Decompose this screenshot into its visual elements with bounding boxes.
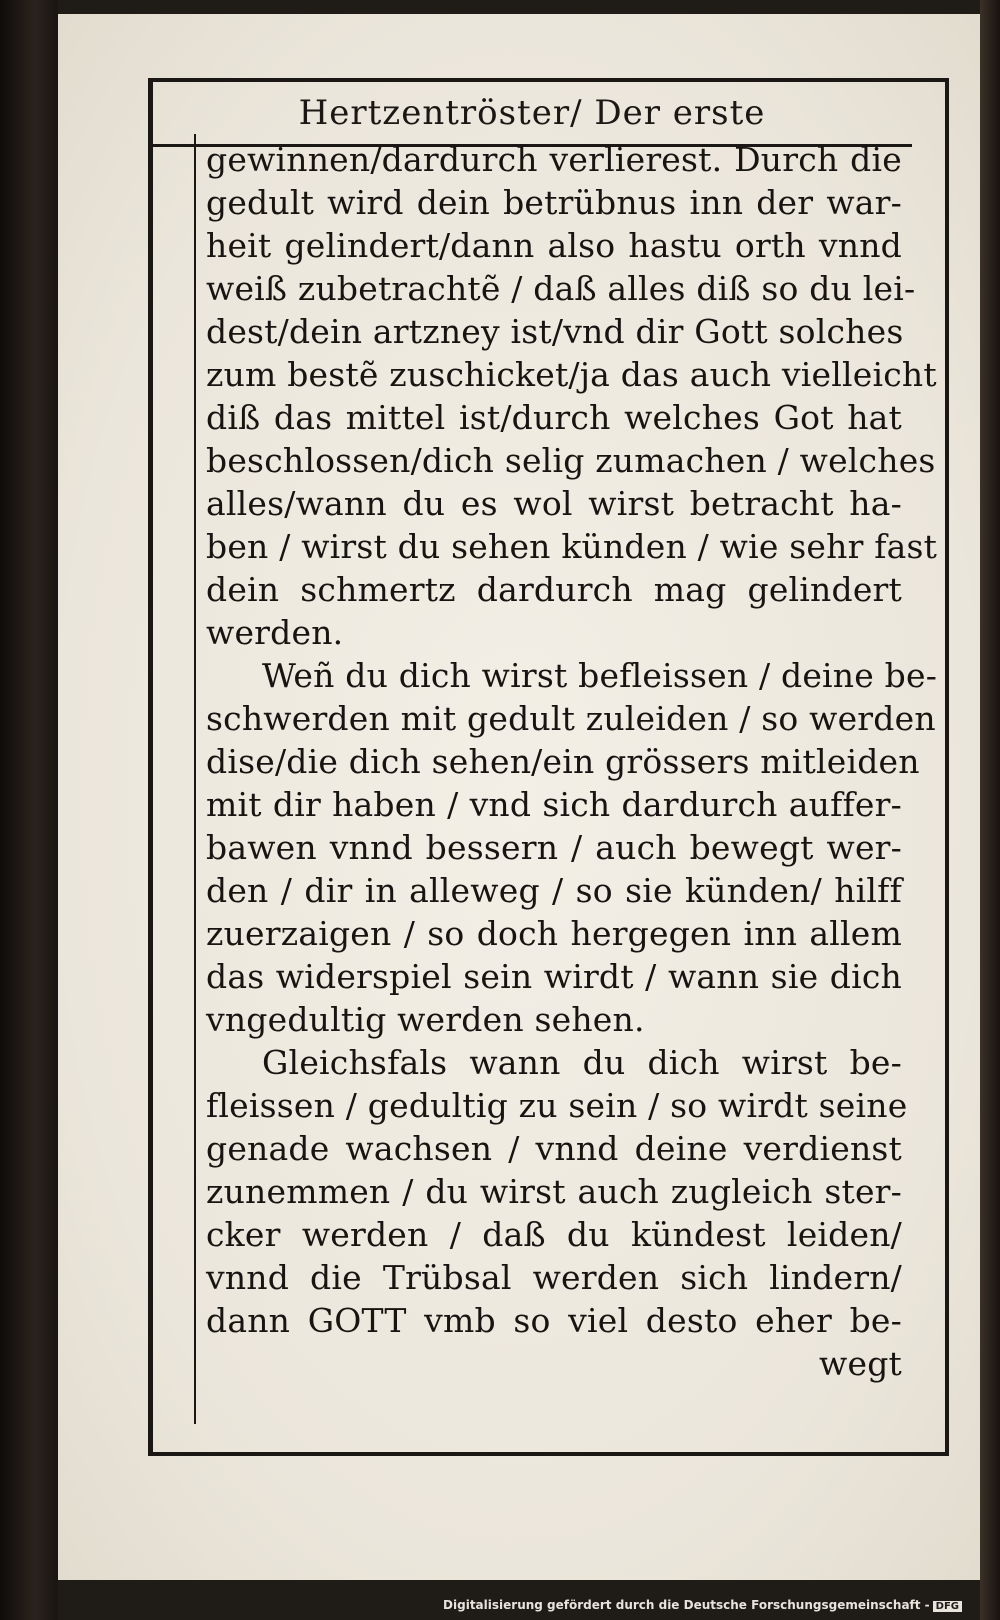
text-line: vngedultig werden sehen.: [206, 1000, 645, 1039]
text-line: mit dir haben / vnd sich dardurch auffer-: [206, 785, 902, 824]
catchword: wegt: [819, 1344, 902, 1383]
text-line: werden.: [206, 613, 344, 652]
text-line: weiß zubetrachtẽ / daß alles diß so du lei-: [206, 269, 916, 308]
text-line: cker werden / daß du kündest leiden/: [206, 1215, 902, 1254]
book-edge: [980, 0, 1000, 1620]
text-line: genade wachsen / vnnd deine verdienst: [206, 1129, 902, 1168]
text-line: diß das mittel ist/durch welches Got hat: [206, 398, 902, 437]
text-line: alles/wann du es wol wirst betracht ha-: [206, 484, 902, 523]
running-header-title: Hertzentröster/ Der erste: [298, 93, 766, 133]
digitization-credit: [443, 1598, 962, 1612]
text-line: den / dir in alleweg / so sie künden/ hilff: [206, 871, 902, 910]
text-line: zuerzaigen / so doch hergegen inn allem: [206, 914, 902, 953]
book-spine: [0, 0, 58, 1620]
text-line: schwerden mit gedult zuleiden / so werden: [206, 699, 936, 738]
text-line: das widerspiel sein wirdt / wann sie dich: [206, 957, 902, 996]
frame-inner-rule: [194, 134, 196, 1424]
text-line: Weñ du dich wirst befleissen / deine be-: [262, 656, 938, 695]
text-line: ben / wirst du sehen künden / wie sehr fast: [206, 527, 938, 566]
text-line: gedult wird dein betrübnus inn der war-: [206, 183, 902, 222]
text-line: dein schmertz dardurch mag gelindert: [206, 570, 902, 609]
text-line: bawen vnnd bessern / auch bewegt wer-: [206, 828, 902, 867]
digitization-credit-text: Digitalisierung gefördert durch die Deutsche Forschungsgemeinschaft -: [443, 1598, 930, 1612]
text-line: heit gelindert/dann also hastu orth vnnd: [206, 226, 902, 265]
text-line: dise/die dich sehen/ein grössers mitleiden: [206, 742, 920, 781]
text-line: fleissen / gedultig zu sein / so wirdt seine: [206, 1086, 908, 1125]
text-line: vnnd die Trübsal werden sich lindern/: [206, 1258, 902, 1297]
text-line: gewinnen/dardurch verlierest. Durch die: [206, 140, 902, 179]
text-line: dest/dein artzney ist/vnd dir Gott solches: [206, 312, 904, 351]
text-line: Gleichsfals wann du dich wirst be-: [262, 1043, 902, 1082]
text-line: dann GOTT vmb so viel desto eher be-: [206, 1301, 902, 1340]
text-line: beschlossen/dich selig zumachen / welches: [206, 441, 936, 480]
text-line: zum bestẽ zuschicket/ja das auch vielleicht: [206, 355, 937, 394]
text-block: [206, 138, 938, 1385]
text-line: zunemmen / du wirst auch zugleich ster-: [206, 1172, 902, 1211]
dfg-logo: DFG: [933, 1601, 962, 1612]
